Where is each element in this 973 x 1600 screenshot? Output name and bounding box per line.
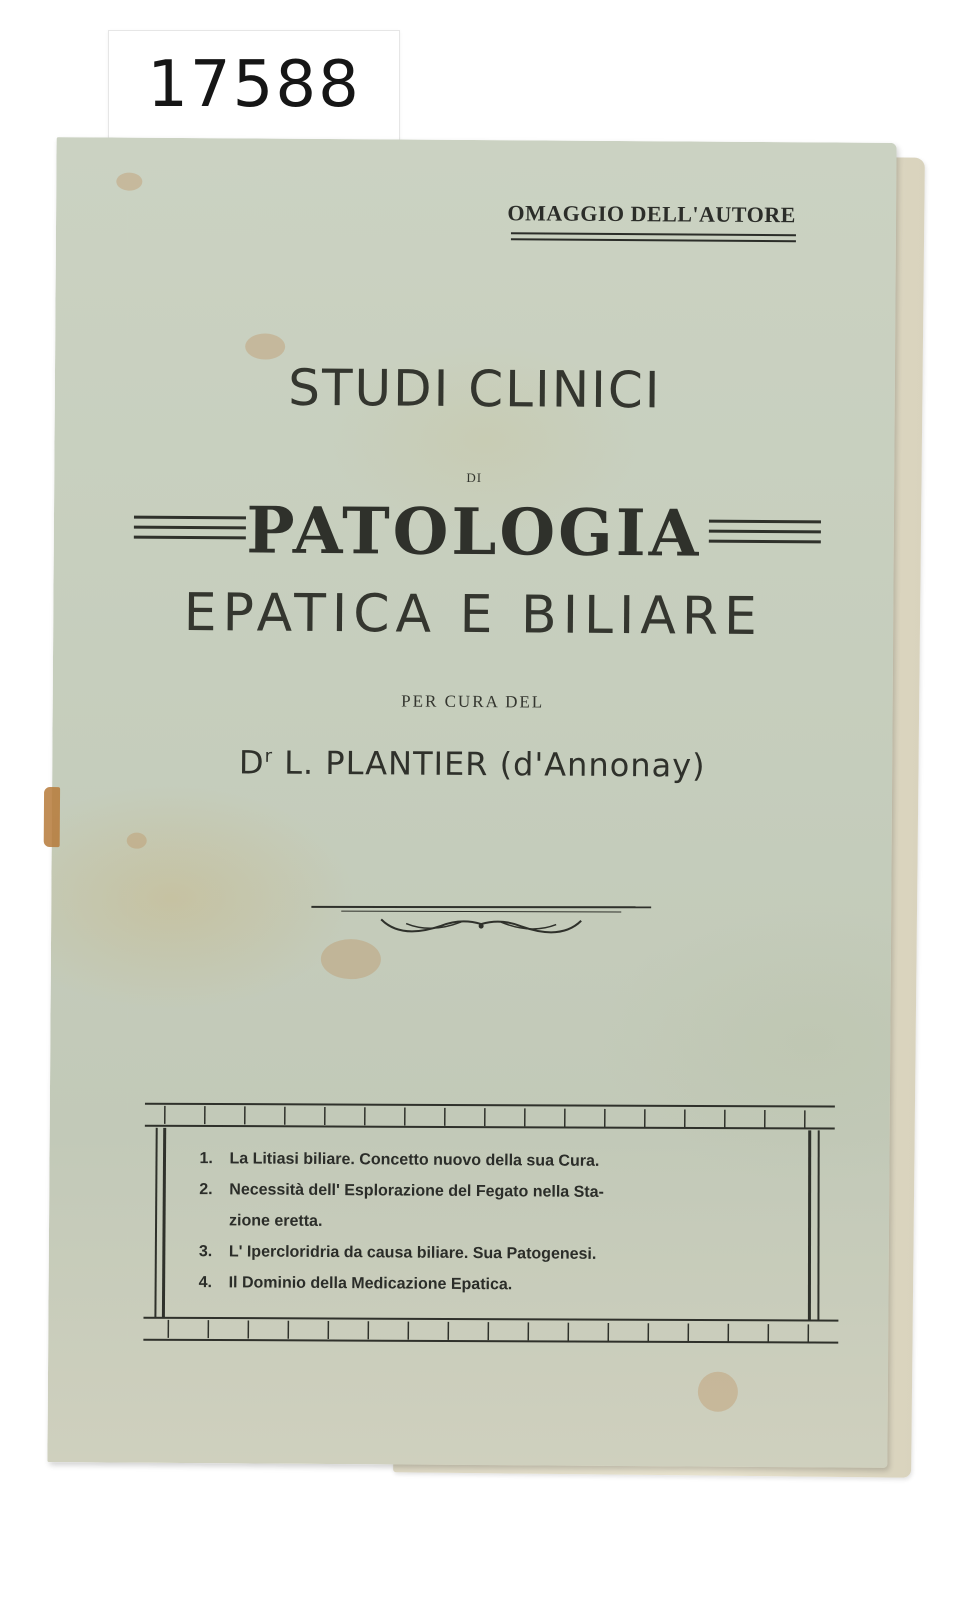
per-cura-line: PER CURA DEL: [401, 691, 545, 712]
inventory-number: 17588: [147, 48, 361, 122]
contents-item: [199, 1143, 789, 1178]
contents-item-number: 2.: [199, 1181, 213, 1199]
contents-item-number: 1.: [199, 1150, 213, 1168]
foxing-stain: [245, 333, 285, 359]
contents-item: [199, 1236, 789, 1271]
author-name: L. PLANTIER (d'Annonay): [272, 743, 706, 785]
title-patologia: PATOLOGIA: [246, 493, 702, 572]
booklet-cover: [47, 137, 896, 1468]
ornament-flourish: [311, 899, 651, 951]
spine-damage: [44, 787, 60, 847]
title-epatica-e-biliare: EPATICA E BILIARE: [183, 582, 764, 648]
title-di: DI: [466, 469, 483, 486]
foxing-stain: [116, 173, 142, 191]
contents-item-number: 3.: [198, 1243, 213, 1261]
author-prefix: D: [238, 743, 265, 782]
contents-item: [199, 1267, 789, 1302]
contents-item-number: 4.: [198, 1274, 213, 1292]
contents-item-text: Necessità dell' Esplorazione del Fegato nella Sta-: [229, 1181, 604, 1201]
right-rule: [709, 520, 821, 551]
author-line: [52, 742, 892, 786]
contents-item-text: zione eretta.: [229, 1212, 323, 1230]
contents-item-text: Il Dominio della Medicazione Epatica.: [228, 1274, 513, 1294]
title-studi-clinici: STUDI CLINICI: [288, 358, 662, 420]
omaggio-underline: [511, 238, 796, 242]
contents-item-text: La Litiasi biliare. Concetto nuovo della sua Cura.: [229, 1150, 600, 1170]
contents-list: [199, 1143, 790, 1302]
omaggio-underline: [511, 232, 796, 236]
contents-item-text: L' Ipercloridria da causa biliare. Sua Patogenesi.: [228, 1243, 597, 1263]
contents-item: [199, 1174, 789, 1209]
inventory-label: [108, 30, 400, 142]
contents-box: [143, 1098, 845, 1353]
foxing-stain: [698, 1372, 738, 1412]
foxing-stain: [127, 833, 147, 849]
omaggio-stamp: OMAGGIO DELL'AUTORE: [507, 200, 796, 228]
author-sup: r: [264, 745, 274, 767]
contents-item: [199, 1205, 789, 1240]
